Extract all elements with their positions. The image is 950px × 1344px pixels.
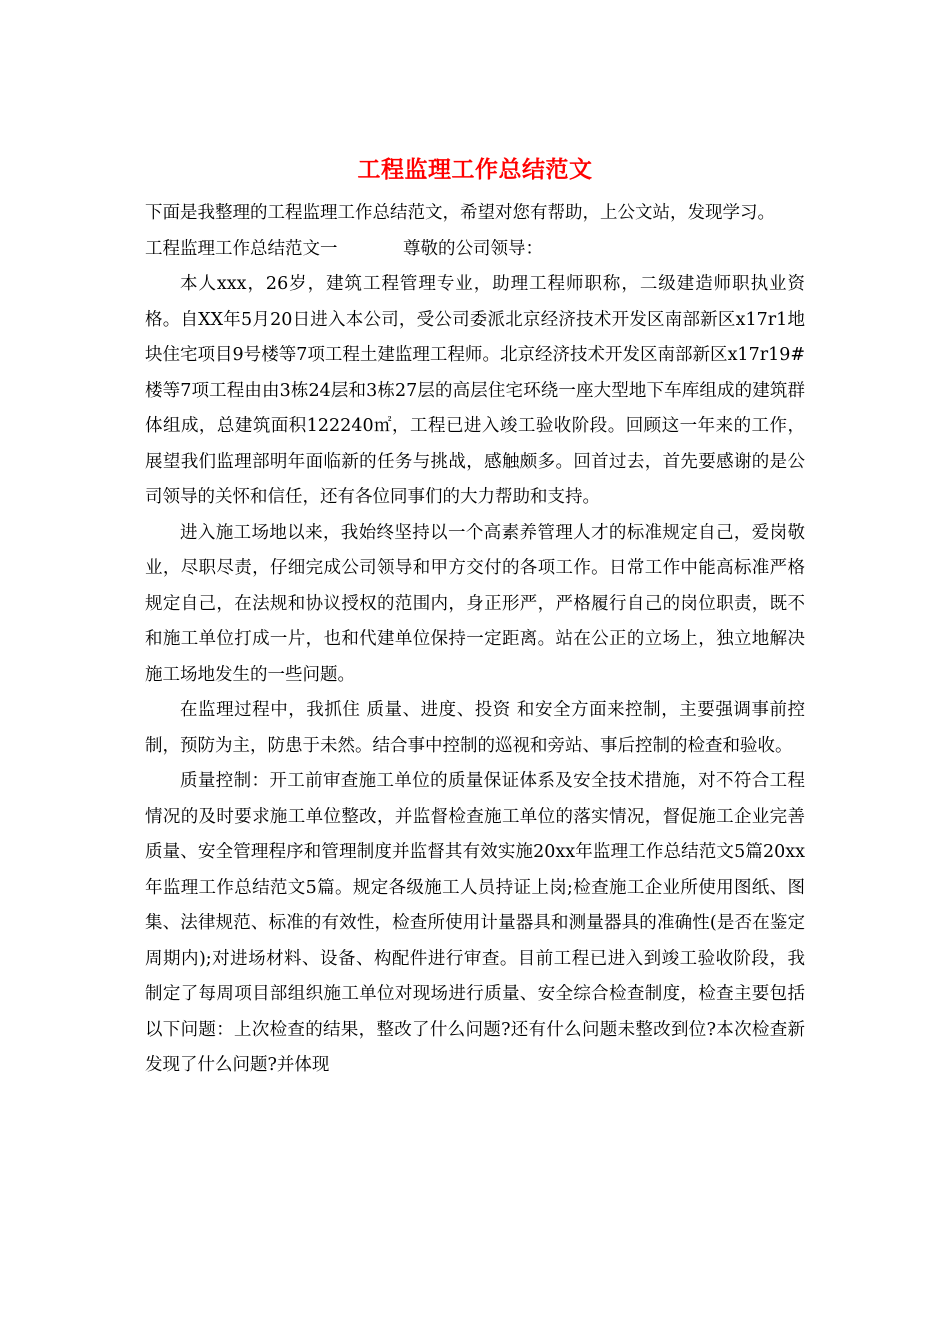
body-paragraph-3: 在监理过程中，我抓住 质量、进度、投资 和安全方面来控制，主要强调事前控制，预防为主，防患于未然。结合事中控制的巡视和旁站、事后控制的检查和验收。: [145, 700, 805, 756]
body-paragraph-4: 质量控制：开工前审查施工单位的质量保证体系及安全技术措施，对不符合工程情况的及时要求施工单位整改，并监督检查施工单位的落实情况，督促施工企业完善质量、安全管理程序和管理制度并监督其有效实施20xx年监理工作总结范文5篇20xx年监理工作总结范文5篇。规定各级施工人员持证上岗;检查施工企业所使用图纸、图集、法律规范、标准的有效性，检查所使用计量器具和测量器具的准确性(是否在鉴定周期内);对进场材料、设备、构配件进行审查。目前工程已进入到竣工验收阶段，我制定了每周项目部组织施工单位对现场进行质量、安全综合检查制度，检查主要包括以下问题：上次检查的结果，整改了什么问题?还有什么问题未整改到位?本次检查新发现了什么问题?并体现: [145, 771, 805, 1075]
section-heading: 工程监理工作总结范文一: [145, 238, 338, 259]
document-body: [145, 196, 805, 1084]
salutation: 尊敬的公司领导：: [403, 238, 543, 259]
document-title: 工程监理工作总结范文: [357, 156, 593, 183]
intro-paragraph: 下面是我整理的工程监理工作总结范文，希望对您有帮助，上公文站，发现学习。: [145, 203, 775, 223]
body-paragraph-2: 进入施工场地以来，我始终坚持以一个高素养管理人才的标准规定自己，爱岗敬业，尽职尽责，仔细完成公司领导和甲方交付的各项工作。日常工作中能高标准严格规定自己，在法规和协议授权的范围内，身正形严，严格履行自己的岗位职责，既不和施工单位打成一片，也和代建单位保持一定距离。站在公正的立场上，独立地解决施工场地发生的一些问题。: [145, 522, 805, 685]
section-heading-line: [145, 232, 805, 268]
body-paragraph-1: 本人xxx，26岁，建筑工程管理专业，助理工程师职称，二级建造师职执业资格。自XX年5月20日进入本公司，受公司委派北京经济技术开发区南部新区x17r1地块住宅项目9号楼等7项工程土建监理工程师。北京经济技术开发区南部新区x17r19#楼等7项工程由由3栋24层和3栋27层的高层住宅环绕一座大型地下车库组成的建筑群体组成，总建筑面积122240㎡，工程已进入竣工验收阶段。回顾这一年来的工作，展望我们监理部明年面临新的任务与挑战，感触颇多。回首过去，首先要感谢的是公司领导的关怀和信任，还有各位同事们的大力帮助和支持。: [145, 274, 805, 507]
